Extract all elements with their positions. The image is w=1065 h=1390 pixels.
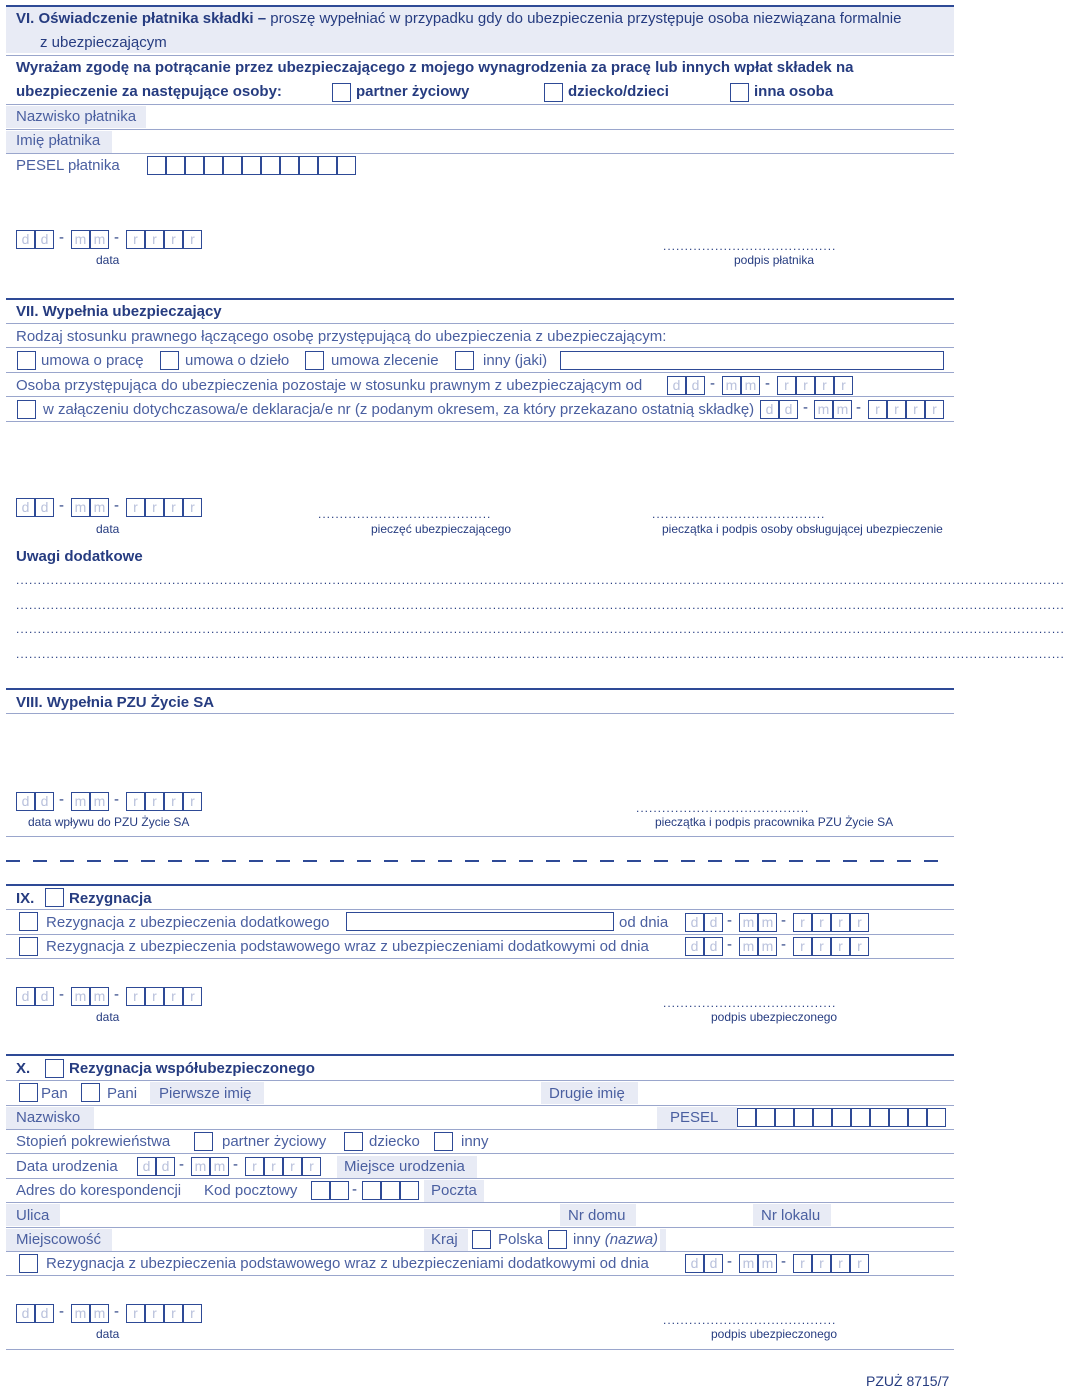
section6-title-line2: z ubezpieczającym xyxy=(40,34,167,51)
pzu-stamp-dots: ........................................ xyxy=(636,801,810,815)
mandate-contract-label: umowa zlecenie xyxy=(331,352,439,369)
employment-checkbox[interactable] xyxy=(17,351,36,370)
insurer-stamp-dots: ........................................ xyxy=(318,507,492,521)
other-relation-label: inny (jaki) xyxy=(483,352,548,369)
section7-title: VII. Wypełnia ubezpieczający xyxy=(16,303,222,320)
other-country-text: inny xyxy=(573,1231,601,1248)
poland-label: Polska xyxy=(498,1231,544,1248)
section9-number: IX. xyxy=(16,890,35,907)
section10-number: X. xyxy=(16,1060,31,1077)
work-contract-checkbox[interactable] xyxy=(160,351,179,370)
insured-signature-label: podpis ubezpieczonego xyxy=(711,1010,838,1024)
other-country-hint: (nazwa) xyxy=(604,1231,659,1248)
section9-title: Rezygnacja xyxy=(69,890,152,907)
section10-date-label: data xyxy=(96,1327,120,1341)
mrs-label: Pani xyxy=(107,1085,138,1102)
other-relation-checkbox[interactable] xyxy=(455,351,474,370)
relation-label: Rodzaj stosunku prawnego łączącego osobę przystępującą do ubezpieczenia z ubezpieczającym: xyxy=(16,328,667,345)
mandate-contract-checkbox[interactable] xyxy=(305,351,324,370)
kinship-other-checkbox[interactable] xyxy=(434,1132,453,1151)
cancel-additional-input[interactable] xyxy=(346,912,614,931)
section6-title xyxy=(16,10,901,28)
notes-title: Uwagi dodatkowe xyxy=(16,548,143,565)
consent-text-line2: ubezpieczenie za następujące osoby: xyxy=(16,83,282,100)
city-label: Miejscowość xyxy=(16,1231,102,1248)
payer-pesel-label: PESEL płatnika xyxy=(16,157,120,174)
birth-date-label: Data urodzenia xyxy=(16,1158,118,1175)
mrs-checkbox[interactable] xyxy=(81,1083,100,1102)
other-country-checkbox[interactable] xyxy=(548,1230,567,1249)
insurer-stamp-label: pieczęć ubezpieczającego xyxy=(371,522,512,536)
receipt-date-label: data wpływu do PZU Życie SA xyxy=(28,815,190,829)
country-label: Kraj xyxy=(431,1231,458,1248)
coinsured-cancel-checkbox[interactable] xyxy=(19,1254,38,1273)
work-contract-label: umowa o dzieło xyxy=(185,352,290,369)
coinsured-signature-label: podpis ubezpieczonego xyxy=(711,1327,838,1341)
surname-label: Nazwisko xyxy=(16,1109,81,1126)
first-name-label: Pierwsze imię xyxy=(159,1085,252,1102)
post-label: Poczta xyxy=(431,1182,477,1199)
postal-code-label: Kod pocztowy xyxy=(204,1182,298,1199)
children-checkbox[interactable] xyxy=(544,83,563,102)
kinship-child-label: dziecko xyxy=(369,1133,420,1150)
kinship-other-label: inny xyxy=(461,1133,489,1150)
cancel-additional-checkbox[interactable] xyxy=(19,912,38,931)
poland-checkbox[interactable] xyxy=(472,1230,491,1249)
kinship-partner-label: partner życiowy xyxy=(222,1133,327,1150)
section9-checkbox[interactable] xyxy=(45,888,64,907)
attachment-checkbox[interactable] xyxy=(17,400,36,419)
street-label: Ulica xyxy=(16,1207,50,1224)
mr-label: Pan xyxy=(41,1085,68,1102)
from-day-label: od dnia xyxy=(619,914,669,931)
payer-surname-label: Nazwisko płatnika xyxy=(16,108,137,125)
house-number-label: Nr domu xyxy=(568,1207,626,1224)
coinsured-signature-dots: ........................................ xyxy=(663,1313,837,1327)
cancel-basic-label: Rezygnacja z ubezpieczenia podstawowego wraz z ubezpieczeniami dodatkowymi od dnia xyxy=(46,938,649,955)
partner-label: partner życiowy xyxy=(356,83,470,100)
coinsured-cancel-label: Rezygnacja z ubezpieczenia podstawowego wraz z ubezpieczeniami dodatkowymi od dnia xyxy=(46,1255,649,1272)
operator-stamp-dots: ........................................ xyxy=(652,507,826,521)
attachment-label: w załączeniu dotychczasowa/e deklaracja/e nr (z podanym okresem, za który przekazano ostatnią składkę) xyxy=(43,401,755,418)
second-name-label: Drugie imię xyxy=(549,1085,625,1102)
pzu-stamp-label: pieczątka i podpis pracownika PZU Życie SA xyxy=(655,815,894,829)
mr-checkbox[interactable] xyxy=(19,1083,38,1102)
section7-date-label: data xyxy=(96,522,120,536)
partner-checkbox[interactable] xyxy=(332,83,351,102)
other-person-checkbox[interactable] xyxy=(730,83,749,102)
flat-number-label: Nr lokalu xyxy=(761,1207,821,1224)
section10-title: Rezygnacja współubezpieczonego xyxy=(69,1060,315,1077)
section9-date-label: data xyxy=(96,1010,120,1024)
payer-date-label: data xyxy=(96,253,120,267)
address-label: Adres do korespondencji xyxy=(16,1182,182,1199)
kinship-partner-checkbox[interactable] xyxy=(194,1132,213,1151)
section6-title-bold: VI. Oświadczenie płatnika składki – xyxy=(16,10,271,27)
section8-title: VIII. Wypełnia PZU Życie SA xyxy=(16,694,215,711)
kinship-child-checkbox[interactable] xyxy=(344,1132,363,1151)
payer-signature-dots: ........................................ xyxy=(663,239,837,253)
consent-text-line1: Wyrażam zgodę na potrącanie przez ubezpieczającego z mojego wynagrodzenia za pracę lub innych wpłat składek na xyxy=(16,59,854,76)
payer-signature-label: podpis płatnika xyxy=(734,253,815,267)
kinship-label: Stopień pokrewieństwa xyxy=(16,1133,171,1150)
form-code: PZUŻ 8715/7 xyxy=(866,1373,950,1389)
pesel-label: PESEL xyxy=(670,1109,719,1126)
cancel-additional-label: Rezygnacja z ubezpieczenia dodatkowego xyxy=(46,914,330,931)
section6-title-rest: proszę wypełniać w przypadku gdy do ubezpieczenia przystępuje osoba niezwiązana formalnie xyxy=(270,10,902,27)
payer-name-label: Imię płatnika xyxy=(16,132,101,149)
insured-signature-dots: ........................................ xyxy=(663,996,837,1010)
birth-place-label: Miejsce urodzenia xyxy=(344,1158,465,1175)
children-label: dziecko/dzieci xyxy=(568,83,669,100)
section10-checkbox[interactable] xyxy=(45,1059,64,1078)
relation-since-label: Osoba przystępująca do ubezpieczenia pozostaje w stosunku prawnym z ubezpieczającym od xyxy=(16,377,643,394)
other-person-label: inna osoba xyxy=(754,83,834,100)
operator-stamp-label: pieczątka i podpis osoby obsługującej ubezpieczenie xyxy=(662,522,943,536)
other-relation-input[interactable] xyxy=(560,351,944,370)
cancel-basic-checkbox[interactable] xyxy=(19,937,38,956)
employment-label: umowa o pracę xyxy=(41,352,144,369)
other-country-label xyxy=(573,1231,658,1249)
